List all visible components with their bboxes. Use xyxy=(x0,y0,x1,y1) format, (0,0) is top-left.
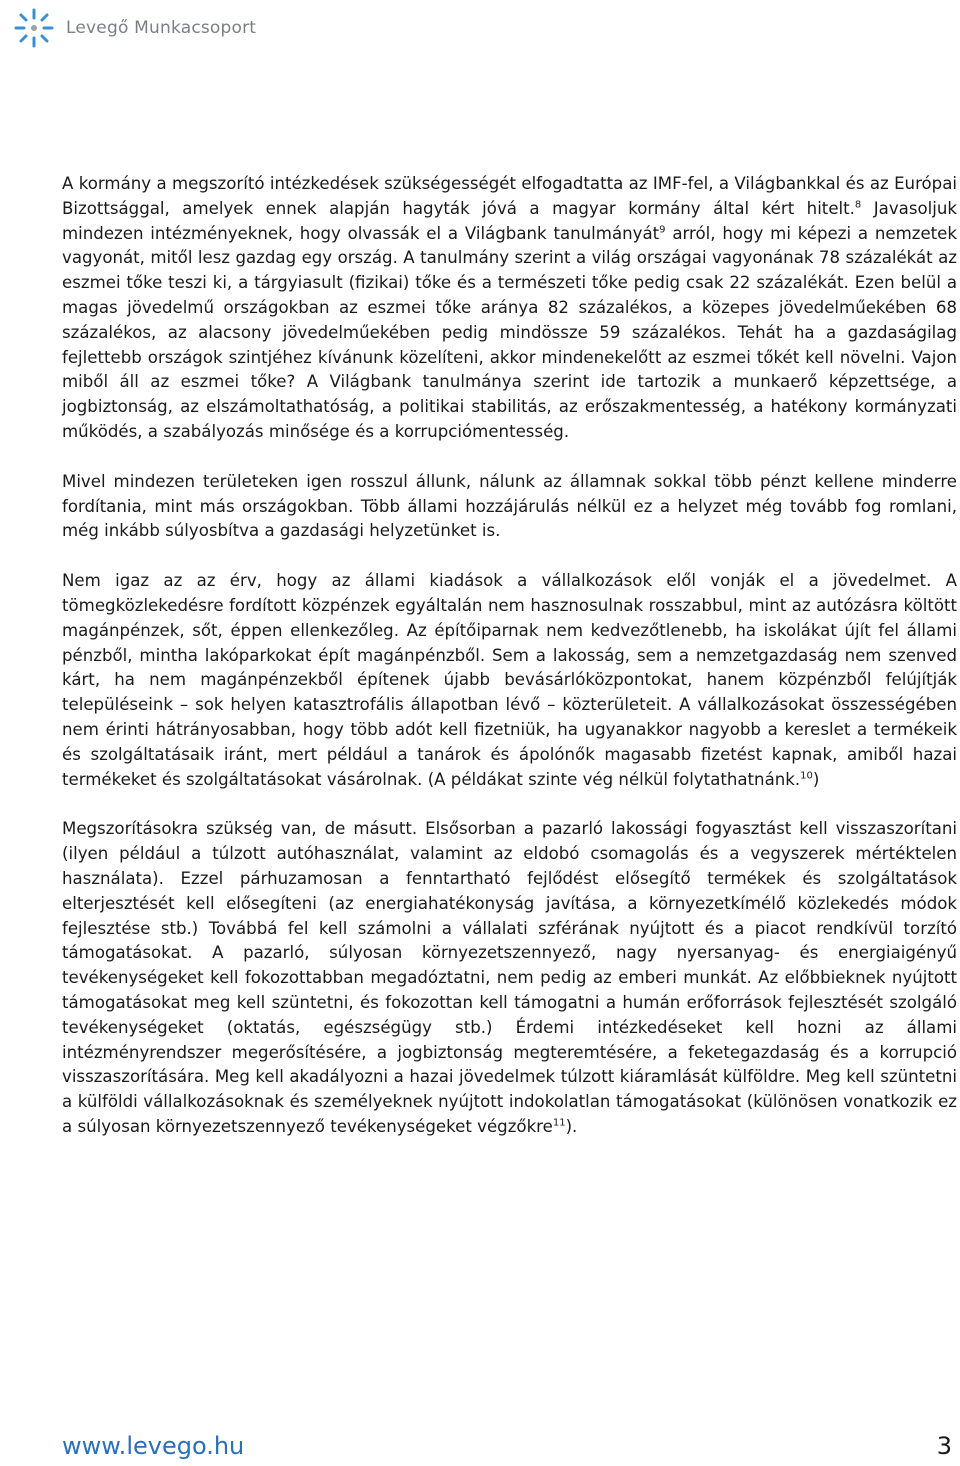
paragraph-text: arról, hogy mi képezi a nemzetek vagyonát, mitől lesz gazdag egy ország. A tanulmány szerint a világ országai vagyonának 78 százalékát az eszmei tőke teszi ki, a tárgyiasult (fizikai) tőke és a természeti tőke pedig csak 22 százalékát. Ezen belül a magas jövedelmű országokban az eszmei tőke aránya 82 százalékos, a közepes jövedelműekében 68 százalékos, az alacsony jövedelműekében pedig mindössze 59 százalékos. Tehát ha a gazdaságilag fejlettebb országok szintjéhez kívánunk közelíteni, akkor mindenekelőtt az eszmei tőkét kell növelni. Vajon miből áll az eszmei tőke? A Világbank tanulmánya szerint ide tartozik a munkaerő képzettsége, a jogbiztonság, az elszámoltathatóság, a politikai stabilitás, az erőszakmentesség, a hatékony kormányzati működés, a szabályozás minősége és a korrupciómentesség. xyxy=(62,223,957,441)
paragraph-text: Megszorításokra szükség van, de másutt. Elsősorban a pazarló lakossági fogyasztást kell visszaszorítani (ilyen például a túlzott autóhasználat, valamint az eldobó csomagolás és a vegyszerek mértéktelen használata). Ezzel párhuzamosan a fenntartható fejlődést elősegítő termékek és szolgáltatások elterjesztését kell elősegíteni (az energiahatékonyság javítása, a környezetkímélő közlekedés módok fejlesztése stb.) Továbbá fel kell számolni a vállalati szférának nyújtott és a piacot rendkívül torzító támogatásokat. A pazarló, súlyosan környezetszennyező, nagy nyersanyag- és energiaigényű tevékenységeket kell fokozottabban megadóztatni, nem pedig az emberi munkát. Az előbbieknek nyújtott támogatásokat meg kell szüntetni, és fokozottan kell támogatni a humán erőforrások fejlesztését szolgáló tevékenységeket (oktatás, egészségügy stb.) Érdemi intézkedéseket kell hozni az állami intézményrendszer megerősítésére, a jogbiztonság megteremtésére, a feketegazdaság és a korrupció visszaszorítására. Meg kell akadályozni a hazai jövedelmek túlzott kiáramlását külföldre. Meg kell szüntetni a külföldi vállalkozásoknak és személyeknek nyújtott indokolatlan támogatásokat (különösen vonatkozik ez a súlyosan környezetszennyező tevékenységeket végzőkre xyxy=(62,819,957,1136)
paragraph-text: ). xyxy=(565,1116,578,1136)
logo-text: Levegő Munkacsoport xyxy=(66,18,257,38)
footnote-marker[interactable]: 9 xyxy=(659,224,666,236)
document-body xyxy=(62,172,957,1165)
paragraph-text: ) xyxy=(812,769,820,789)
page-number: 3 xyxy=(936,1432,952,1460)
header xyxy=(8,6,256,50)
footer-url-link[interactable]: www.levego.hu xyxy=(62,1432,245,1460)
paragraph xyxy=(62,569,957,792)
paragraph xyxy=(62,817,957,1139)
footnote-marker[interactable]: 8 xyxy=(854,199,862,211)
footnote-marker[interactable]: 10 xyxy=(800,770,813,781)
footer xyxy=(62,1432,960,1464)
paragraph xyxy=(62,470,957,544)
paragraph xyxy=(62,172,957,445)
paragraph-text: Nem igaz az az érv, hogy az állami kiadások a vállalkozások elől vonják el a jövedelmet. A tömegközlekedésre fordított közpénzek egyáltalán nem hasznosulnak rosszabbul, mint az autózásra költött magánpénzek, sőt, éppen ellenkezőleg. Az építőiparnak nem kedvezőtlenebb, ha iskolákat újít fel állami pénzből, mintha lakóparkokat épít magánpénzből. Sem a lakosság, sem a nemzetgazdaság nem szenved kárt, ha nem magánpénzekből építenek újabb bevásárlóközpontokat, hanem közpénzből felújítják településeink – sok helyen katasztrofális állapotban lévő – közterületeit. A vállalkozásokat összességében nem érinti hátrányosabban, hogy több adót kell fizetniük, ha ugyanakkor nagyobb a kereslet a termékeik és szolgáltatásaik iránt, mert például a tanárok és ápolónők magasabb fizetést kapnak, amiből hazai termékeket és szolgáltatásokat vásárolnak. (A példákat szinte vég nélkül folytathatnánk. xyxy=(62,571,957,789)
sparkle-logo-icon xyxy=(8,6,64,50)
paragraph-text: Mivel mindezen területeken igen rosszul állunk, nálunk az államnak sokkal több pénzt kellene minderre fordítania, mint más országokban. Több állami hozzájárulás nélkül ez a helyzet még tovább fog romlani, még inkább súlyosbítva a gazdasági helyzetünket is. xyxy=(62,471,957,541)
footnote-marker[interactable]: 11 xyxy=(552,1117,566,1129)
paragraph-text: A kormány a megszorító intézkedések szükségességét elfogadtatta az IMF-fel, a Világbankkal és az Európai Bizottsággal, amelyek ennek alapján hagyták jóvá a magyar kormány által kért hitelt. xyxy=(62,174,957,218)
paragraph-text: Javasoljuk mindezen intézményeknek, hogy olvassák el a Világbank tanulmányát xyxy=(62,198,957,243)
